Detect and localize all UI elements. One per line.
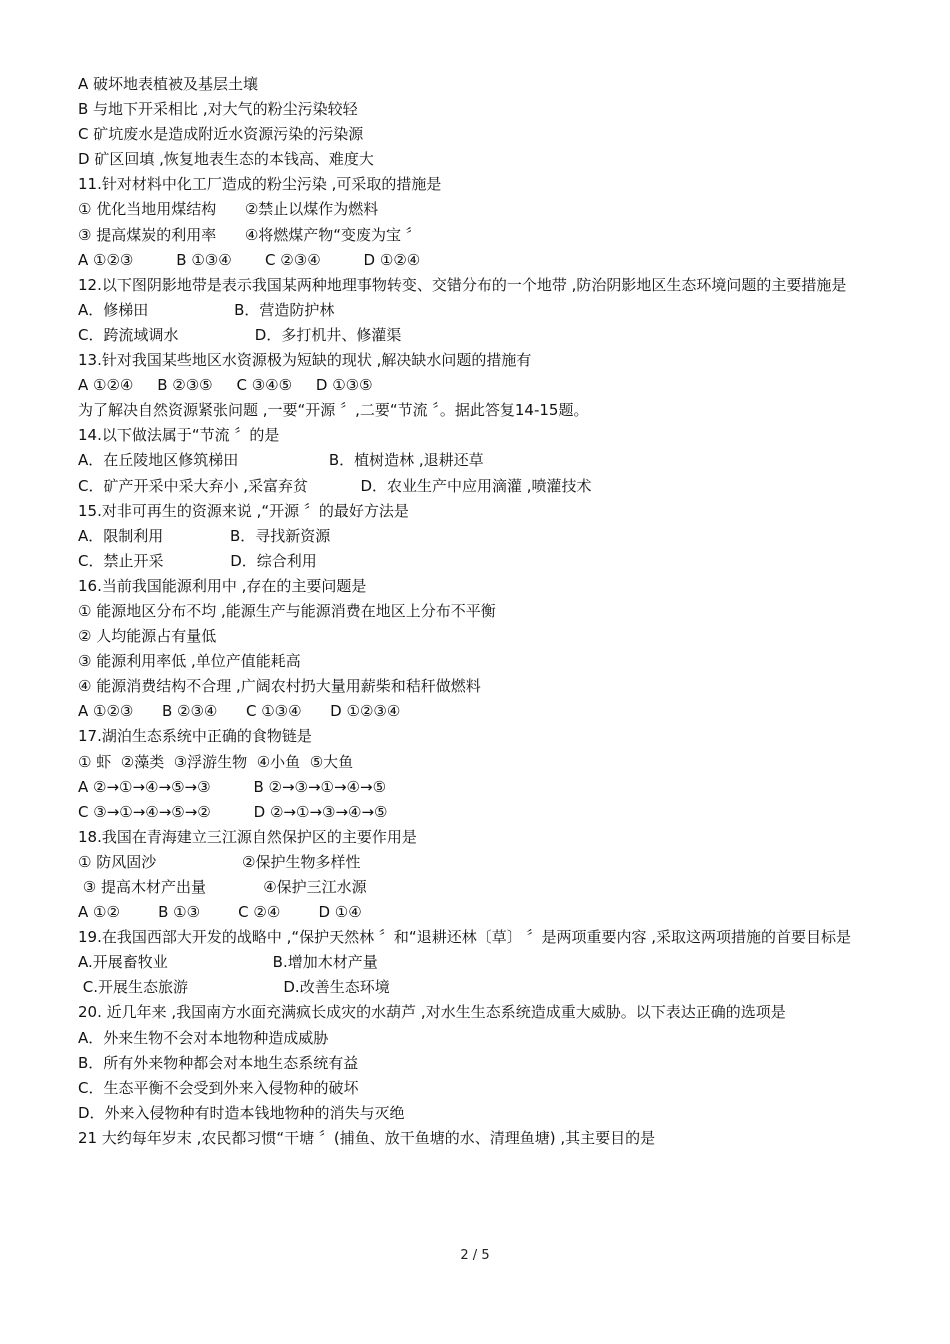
answer-options: A．在丘陵地区修筑梯田 B．植树造林 ,退耕还草: [78, 451, 484, 470]
text-line: ③ 提高木材产出量 ④保护三江水源: [78, 878, 367, 896]
question-14-stem: 14.以下做法属于“节流 〞的是: [78, 426, 280, 445]
question-18-stem: 18.我国在青海建立三江源自然保护区的主要作用是: [78, 827, 417, 846]
answer-options: A ①②③ B ①③④ C ②③④ D ①②④: [78, 250, 421, 269]
answer-options: C ③→①→④→⑤→② D ②→①→③→④→⑤: [78, 802, 388, 821]
question-15-stem: 15.对非可再生的资源来说 ,“开源 〞的最好方法是: [78, 501, 409, 520]
text-line: ① 优化当地用煤结构 ②禁止以煤作为燃料: [78, 200, 379, 219]
question-21-stem: 21 大约每年岁末 ,农民都习惯“干塘 〞(捕鱼、放干鱼塘的水、清理鱼塘) ,其主要目的是: [78, 1128, 656, 1147]
answer-options: A ①②④ B ②③⑤ C ③④⑤ D ①③⑤: [78, 376, 373, 395]
answer-option: B．所有外来物种都会对本地生态系统有益: [78, 1053, 359, 1072]
answer-option: C．生态平衡不会受到外来入侵物种的破坏: [78, 1078, 359, 1097]
answer-options: A ②→①→④→⑤→③ B ②→③→①→④→⑤: [78, 777, 387, 796]
answer-options: C．跨流域调水 D．多打机井、修灌渠: [78, 325, 402, 344]
answer-options: A ①②③ B ②③④ C ①③④ D ①②③④: [78, 702, 401, 721]
answer-options: C.开展生态旅游 D.改善生态环境: [78, 978, 390, 997]
question-19-stem: 19.在我国西部大开发的战略中 ,“保护天然林 〞和“退耕还林〔草〕 〞是两项重要内容 ,采取这两项措施的首要目标是: [78, 928, 852, 947]
answer-options: C．禁止开采 D．综合利用: [78, 551, 317, 570]
answer-options: A ①② B ①③ C ②④ D ①④: [78, 903, 362, 922]
answer-options: A．限制利用 B．寻找新资源: [78, 526, 331, 545]
question-13-stem: 13.针对我国某些地区水资源极为短缺的现状 ,解决缺水问题的措施有: [78, 351, 532, 370]
text-line: ④ 能源消费结构不合理 ,广阔农村扔大量用薪柴和秸秆做燃料: [78, 677, 481, 696]
text-line: ① 防风固沙 ②保护生物多样性: [78, 852, 361, 871]
page-number: 2 / 5: [460, 1248, 490, 1263]
question-11-stem: 11.针对材料中化工厂造成的粉尘污染 ,可采取的措施是: [78, 175, 442, 194]
text-line: C 矿坑废水是造成附近水资源污染的污染源: [78, 125, 364, 144]
question-12-stem: 12.以下图阴影地带是表示我国某两种地理事物转变、交错分布的一个地带 ,防治阴影地区生态环境问题的主要措施是: [78, 275, 847, 294]
answer-option: D．外来入侵物种有时造本钱地物种的消失与灭绝: [78, 1103, 405, 1122]
text-line: A 破坏地表植被及基层土壤: [78, 75, 259, 93]
text-line: ① 能源地区分布不均 ,能源生产与能源消费在地区上分布不平衡: [78, 601, 496, 620]
text-line: ③ 提高煤炭的利用率 ④将燃煤产物“变废为宝 〞: [78, 225, 421, 244]
document-body: [78, 72, 878, 1151]
question-16-stem: 16.当前我国能源利用中 ,存在的主要问题是: [78, 576, 367, 595]
reading-instruction: 为了解决自然资源紧张问题 ,一要“开源 〞,二要“节流 〞。据此答复14-15题。: [78, 401, 589, 420]
text-line: B 与地下开采相比 ,对大气的粉尘污染较轻: [78, 100, 358, 119]
text-line: ② 人均能源占有量低: [78, 627, 217, 646]
answer-options: A.开展畜牧业 B.增加木材产量: [78, 953, 378, 972]
question-20-stem: 20. 近几年来 ,我国南方水面充满疯长成灾的水葫芦 ,对水生生态系统造成重大威胁。以下表达正确的选项是: [78, 1003, 786, 1022]
text-line: ① 虾 ②藻类 ③浮游生物 ④小鱼 ⑤大鱼: [78, 752, 354, 771]
text-line: ③ 能源利用率低 ,单位产值能耗高: [78, 652, 301, 671]
question-17-stem: 17.湖泊生态系统中正确的食物链是: [78, 727, 312, 746]
answer-options: A．修梯田 B．营造防护林: [78, 300, 335, 319]
answer-option: A．外来生物不会对本地物种造成威胁: [78, 1028, 329, 1047]
text-line: D 矿区回填 ,恢复地表生态的本钱高、难度大: [78, 150, 374, 169]
answer-options: C．矿产开采中采大弃小 ,采富弃贫 D．农业生产中应用滴灌 ,喷灌技术: [78, 476, 592, 495]
